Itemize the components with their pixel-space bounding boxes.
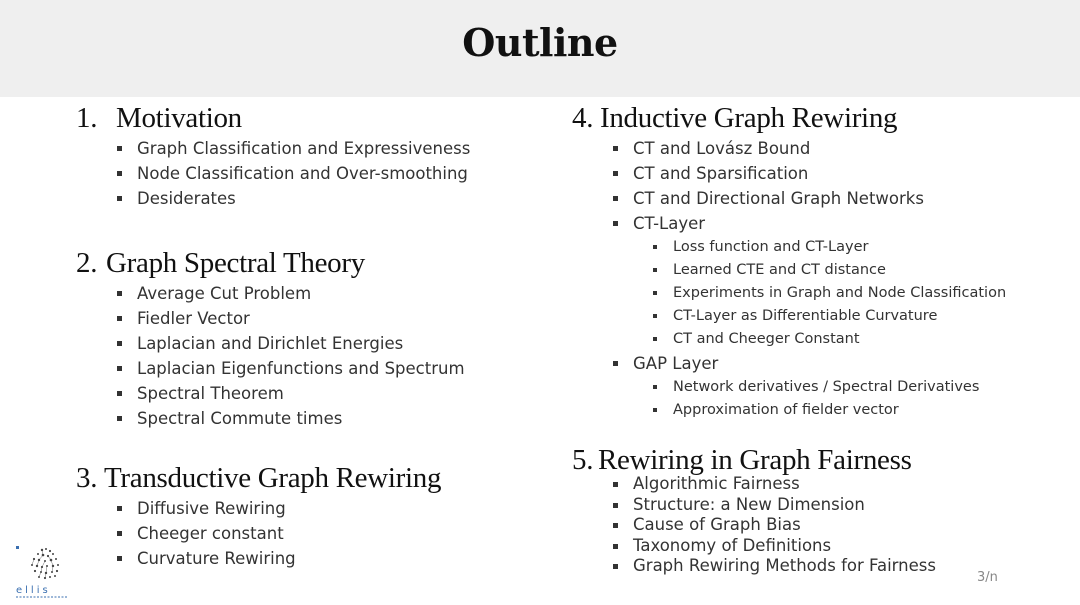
section-transductive-rewiring <box>76 461 441 571</box>
section-title: Transductive Graph Rewiring <box>104 462 442 494</box>
list-item: GAP Layer <box>613 351 1006 376</box>
list-item: Cause of Graph Bias <box>613 515 936 536</box>
section-number: 5. <box>572 444 594 476</box>
bullet-list <box>613 474 936 577</box>
section-number: 3. <box>76 462 98 494</box>
list-item: Average Cut Problem <box>117 281 465 306</box>
bullet-list <box>613 136 1006 236</box>
sub-list-item: Approximation of fielder vector <box>653 399 1006 422</box>
list-item: Spectral Commute times <box>117 406 465 431</box>
section-heading <box>76 101 470 135</box>
list-item: CT and Sparsification <box>613 161 1006 186</box>
section-heading <box>76 246 465 280</box>
section-title: Inductive Graph Rewiring <box>600 102 898 134</box>
list-item: CT and Directional Graph Networks <box>613 186 1006 211</box>
bullet-list <box>117 136 470 211</box>
list-item: CT and Lovász Bound <box>613 136 1006 161</box>
sub-list-item: Learned CTE and CT distance <box>653 259 1006 282</box>
page-title: Outline <box>462 20 618 65</box>
list-item: Algorithmic Fairness <box>613 474 936 495</box>
sub-list-item: Experiments in Graph and Node Classification <box>653 282 1006 305</box>
list-item: Taxonomy of Definitions <box>613 536 936 557</box>
section-number: 4. <box>572 102 594 134</box>
sub-list-item: CT-Layer as Differentiable Curvature <box>653 305 1006 328</box>
list-item: CT-Layer <box>613 211 1006 236</box>
section-heading <box>572 443 936 477</box>
bullet-list <box>613 351 1006 376</box>
bullet-list <box>117 281 465 431</box>
list-item: Desiderates <box>117 186 470 211</box>
list-item: Structure: a New Dimension <box>613 495 936 516</box>
section-heading <box>76 461 441 495</box>
list-item: Spectral Theorem <box>117 381 465 406</box>
section-number: 2. <box>76 247 98 279</box>
sub-bullet-list <box>653 376 1006 422</box>
list-item: Graph Classification and Expressiveness <box>117 136 470 161</box>
list-item: Node Classification and Over-smoothing <box>117 161 470 186</box>
page-number: 3/n <box>977 570 998 585</box>
list-item: Cheeger constant <box>117 521 441 546</box>
sub-list-item: CT and Cheeger Constant <box>653 328 1006 351</box>
sub-list-item: Network derivatives / Spectral Derivatives <box>653 376 1006 399</box>
section-title: Motivation <box>116 102 242 134</box>
ellis-logo <box>12 540 72 600</box>
section-spectral-theory <box>76 246 465 431</box>
section-inductive-rewiring <box>572 101 1006 422</box>
list-item: Curvature Rewiring <box>117 546 441 571</box>
section-graph-fairness <box>572 443 936 577</box>
section-title: Rewiring in Graph Fairness <box>598 444 912 476</box>
section-number: 1. <box>76 102 98 134</box>
bullet-list <box>117 496 441 571</box>
section-title: Graph Spectral Theory <box>106 247 365 279</box>
sub-bullet-list <box>653 236 1006 351</box>
sub-list-item: Loss function and CT-Layer <box>653 236 1006 259</box>
list-item: Laplacian and Dirichlet Energies <box>117 331 465 356</box>
section-heading <box>572 101 1006 135</box>
list-item: Graph Rewiring Methods for Fairness <box>613 556 936 577</box>
list-item: Laplacian Eigenfunctions and Spectrum <box>117 356 465 381</box>
list-item: Fiedler Vector <box>117 306 465 331</box>
section-motivation <box>76 101 470 211</box>
logo-text: ellis <box>16 585 51 596</box>
list-item: Diffusive Rewiring <box>117 496 441 521</box>
